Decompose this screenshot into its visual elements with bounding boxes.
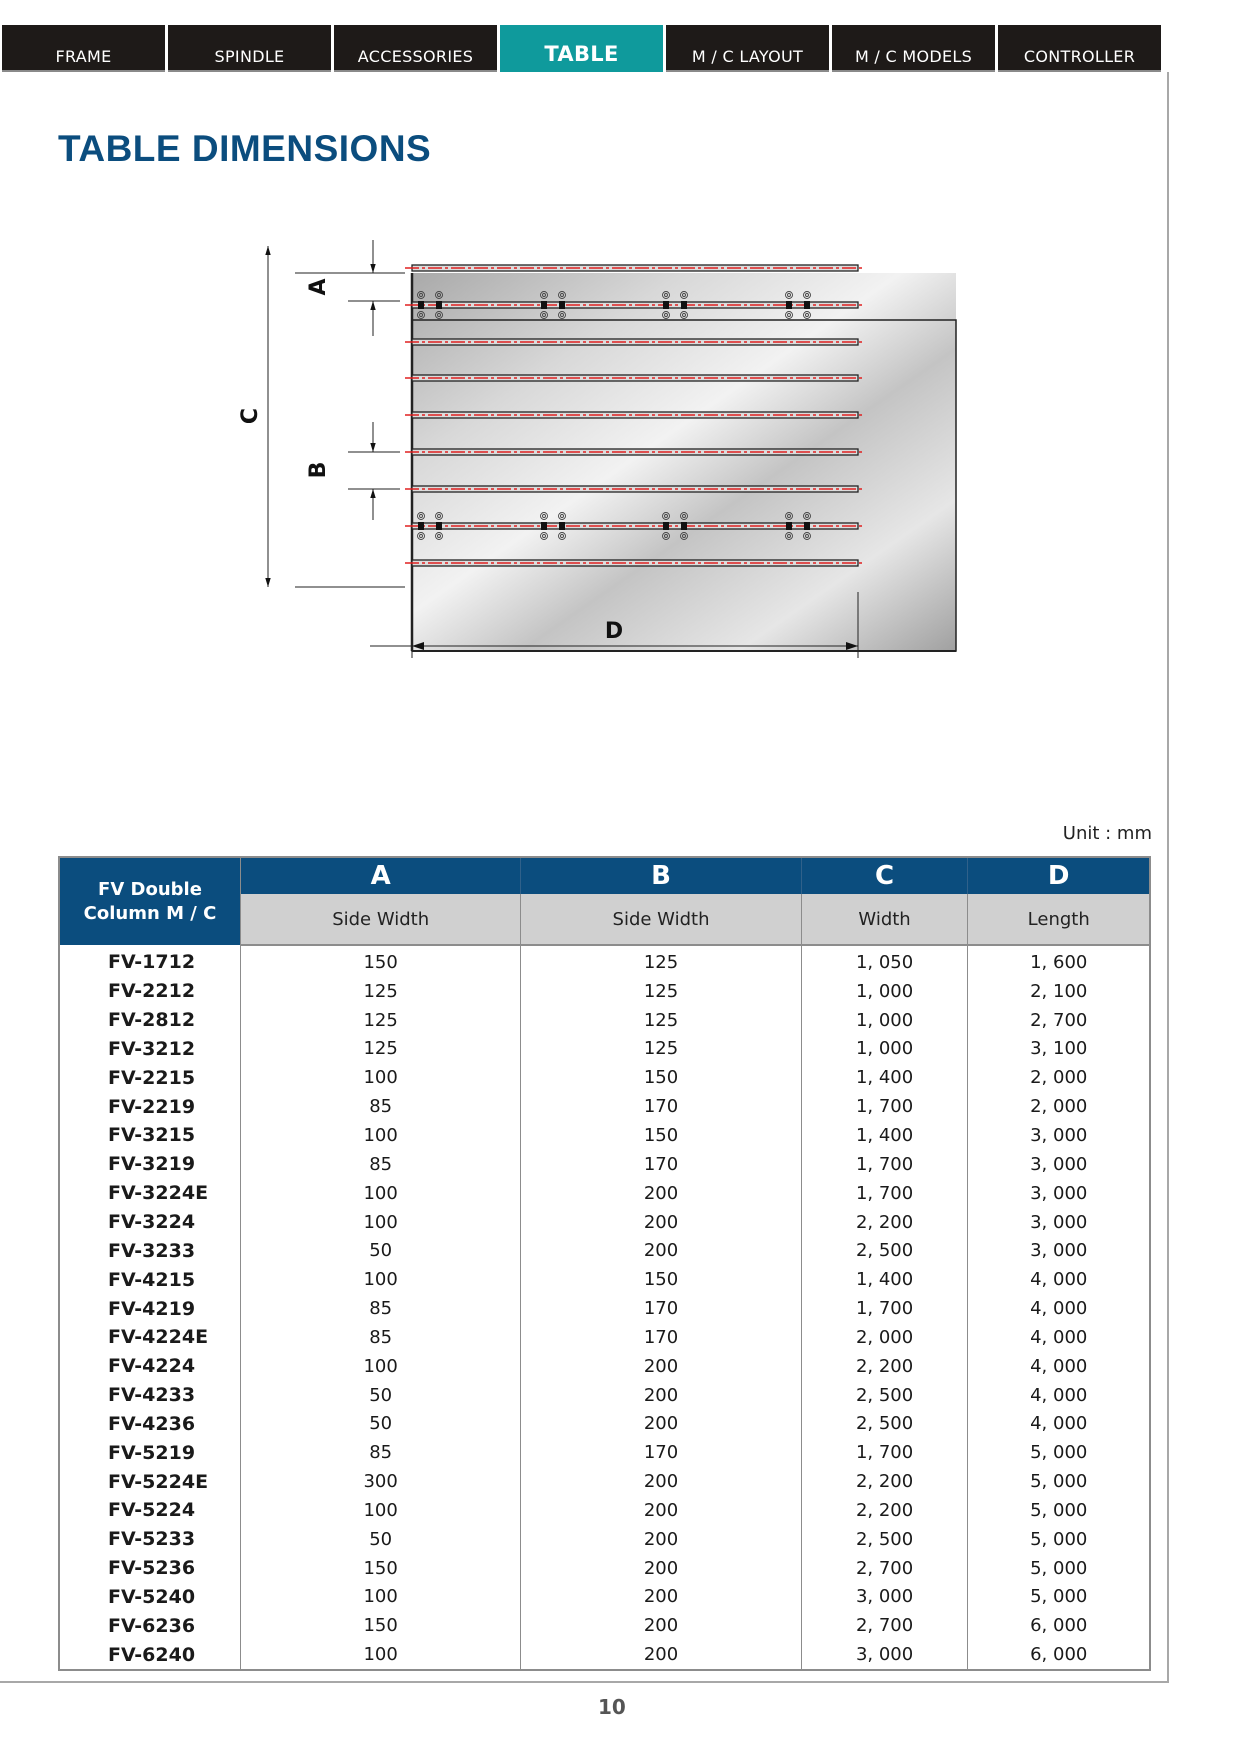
table-row — [59, 1150, 1150, 1179]
cell-length-d: 6, 000 — [968, 1640, 1150, 1670]
cell-length-d: 2, 000 — [968, 1092, 1150, 1121]
tab-controller[interactable] — [998, 25, 1161, 72]
cell-model: FV-2212 — [108, 980, 196, 1003]
table-row — [59, 1236, 1150, 1265]
tab-label: CONTROLLER — [1023, 47, 1136, 66]
table-row — [59, 1496, 1150, 1525]
cell-length-d: 4, 000 — [968, 1410, 1150, 1439]
table-plate — [412, 273, 956, 651]
cell-model: FV-5224 — [108, 1499, 196, 1522]
t-slot — [405, 449, 863, 455]
cell-side-width-a: 125 — [241, 1035, 521, 1064]
table-row — [59, 1352, 1150, 1381]
cell-length-d: 4, 000 — [968, 1381, 1150, 1410]
cell-length-d: 6, 000 — [968, 1611, 1150, 1640]
clamp-block — [804, 522, 810, 530]
column-subheader-a: Side Width — [241, 894, 521, 945]
table-row — [59, 945, 1150, 977]
cell-width-c: 2, 000 — [801, 1323, 968, 1352]
table-row — [59, 1323, 1150, 1352]
cell-side-width-a: 125 — [241, 1006, 521, 1035]
tab-label: SPINDLE — [214, 47, 285, 66]
cell-length-d: 4, 000 — [968, 1294, 1150, 1323]
cell-length-d: 3, 000 — [968, 1208, 1150, 1237]
cell-side-width-b: 170 — [521, 1092, 801, 1121]
cell-side-width-b: 200 — [521, 1525, 801, 1554]
cell-width-c: 2, 500 — [801, 1381, 968, 1410]
cell-side-width-a: 100 — [241, 1063, 521, 1092]
cell-model: FV-4224 — [108, 1355, 196, 1378]
cell-model: FV-3233 — [108, 1239, 196, 1262]
tab-mc-layout[interactable] — [666, 25, 829, 72]
page-frame-bottom — [0, 1681, 1169, 1683]
clamp-block — [418, 301, 424, 309]
cell-length-d: 3, 000 — [968, 1121, 1150, 1150]
tab-label: M / C LAYOUT — [691, 47, 804, 66]
cell-length-d: 3, 000 — [968, 1236, 1150, 1265]
table-row — [59, 1006, 1150, 1035]
column-header-b: B — [521, 857, 801, 894]
cell-side-width-b: 200 — [521, 1208, 801, 1237]
cell-side-width-b: 200 — [521, 1467, 801, 1496]
cell-length-d: 5, 000 — [968, 1583, 1150, 1612]
clamp-block — [663, 301, 669, 309]
cell-width-c: 2, 700 — [801, 1611, 968, 1640]
cell-model: FV-4233 — [108, 1384, 196, 1407]
unit-label: Unit : mm — [1062, 823, 1152, 844]
column-subheader-d: Length — [968, 894, 1150, 945]
page-number: 10 — [598, 1695, 626, 1719]
cell-width-c: 1, 400 — [801, 1063, 968, 1092]
clamp-block — [559, 301, 565, 309]
cell-model: FV-2219 — [108, 1095, 196, 1118]
cell-side-width-a: 150 — [241, 945, 521, 977]
table-dimensions-spec-table — [58, 856, 1151, 1671]
cell-width-c: 1, 700 — [801, 1150, 968, 1179]
header-row-letters — [59, 857, 1150, 894]
cell-side-width-a: 100 — [241, 1208, 521, 1237]
cell-side-width-b: 150 — [521, 1265, 801, 1294]
cell-side-width-a: 85 — [241, 1150, 521, 1179]
cell-width-c: 1, 700 — [801, 1294, 968, 1323]
cell-side-width-a: 85 — [241, 1092, 521, 1121]
table-row — [59, 1467, 1150, 1496]
cell-side-width-a: 85 — [241, 1294, 521, 1323]
cell-width-c: 2, 500 — [801, 1525, 968, 1554]
table-row — [59, 1294, 1150, 1323]
tab-table[interactable] — [500, 25, 663, 72]
t-slot — [405, 375, 863, 381]
table-dimension-diagram — [238, 230, 990, 740]
cell-model: FV-4215 — [108, 1268, 196, 1291]
cell-side-width-a: 50 — [241, 1236, 521, 1265]
cell-side-width-b: 170 — [521, 1294, 801, 1323]
cell-length-d: 3, 000 — [968, 1179, 1150, 1208]
table-row — [59, 1640, 1150, 1670]
table-row — [59, 1179, 1150, 1208]
table-row — [59, 1265, 1150, 1294]
cell-side-width-b: 170 — [521, 1150, 801, 1179]
cell-width-c: 3, 000 — [801, 1583, 968, 1612]
t-slot — [405, 412, 863, 418]
section-nav — [2, 25, 1161, 72]
cell-width-c: 1, 700 — [801, 1092, 968, 1121]
table-row — [59, 1554, 1150, 1583]
cell-width-c: 1, 050 — [801, 945, 968, 977]
column-header-c: C — [801, 857, 968, 894]
cell-side-width-b: 200 — [521, 1352, 801, 1381]
cell-side-width-a: 100 — [241, 1121, 521, 1150]
cell-length-d: 4, 000 — [968, 1265, 1150, 1294]
t-slot — [405, 302, 863, 308]
table-row — [59, 1092, 1150, 1121]
cell-side-width-b: 200 — [521, 1410, 801, 1439]
clamp-block — [663, 522, 669, 530]
model-column-header — [59, 857, 241, 945]
cell-width-c: 1, 700 — [801, 1179, 968, 1208]
tab-label: TABLE — [544, 42, 619, 66]
dim-label-a: A — [306, 278, 331, 296]
table-row — [59, 1208, 1150, 1237]
cell-length-d: 5, 000 — [968, 1554, 1150, 1583]
clamp-block — [681, 301, 687, 309]
cell-side-width-b: 200 — [521, 1179, 801, 1208]
cell-side-width-a: 100 — [241, 1265, 521, 1294]
model-header-line-2: Column M / C — [83, 902, 217, 924]
cell-side-width-a: 150 — [241, 1554, 521, 1583]
cell-side-width-a: 100 — [241, 1583, 521, 1612]
cell-side-width-b: 200 — [521, 1583, 801, 1612]
cell-side-width-a: 100 — [241, 1640, 521, 1670]
cell-width-c: 1, 400 — [801, 1121, 968, 1150]
cell-length-d: 2, 000 — [968, 1063, 1150, 1092]
tab-spindle[interactable] — [168, 25, 331, 72]
cell-side-width-a: 100 — [241, 1352, 521, 1381]
dim-label-b: B — [306, 461, 331, 479]
cell-model: FV-3215 — [108, 1124, 196, 1147]
clamp-block — [786, 301, 792, 309]
cell-model: FV-4224E — [108, 1326, 209, 1349]
cell-model: FV-4219 — [108, 1297, 196, 1320]
tab-label: FRAME — [55, 47, 112, 66]
clamp-block — [681, 522, 687, 530]
tab-label: M / C MODELS — [854, 47, 973, 66]
cell-side-width-b: 200 — [521, 1496, 801, 1525]
cell-side-width-b: 125 — [521, 1006, 801, 1035]
cell-length-d: 3, 100 — [968, 1035, 1150, 1064]
cell-side-width-a: 100 — [241, 1496, 521, 1525]
diagram-svg — [238, 230, 990, 740]
cell-width-c: 1, 000 — [801, 977, 968, 1006]
table-row — [59, 1410, 1150, 1439]
cell-length-d: 5, 000 — [968, 1525, 1150, 1554]
page-frame-right — [1167, 72, 1169, 1683]
table-row — [59, 1121, 1150, 1150]
cell-side-width-a: 100 — [241, 1179, 521, 1208]
column-header-d: D — [968, 857, 1150, 894]
cell-side-width-b: 125 — [521, 945, 801, 977]
column-header-a: A — [241, 857, 521, 894]
dim-label-c: C — [238, 407, 263, 425]
cell-length-d: 3, 000 — [968, 1150, 1150, 1179]
cell-length-d: 5, 000 — [968, 1467, 1150, 1496]
cell-length-d: 4, 000 — [968, 1352, 1150, 1381]
cell-model: FV-5219 — [108, 1441, 196, 1464]
cell-side-width-a: 150 — [241, 1611, 521, 1640]
cell-width-c: 2, 200 — [801, 1208, 968, 1237]
table-row — [59, 1063, 1150, 1092]
cell-side-width-b: 125 — [521, 1035, 801, 1064]
clamp-block — [418, 522, 424, 530]
clamp-block — [436, 522, 442, 530]
cell-model: FV-5236 — [108, 1557, 196, 1580]
clamp-block — [559, 522, 565, 530]
cell-width-c: 2, 500 — [801, 1236, 968, 1265]
cell-side-width-b: 200 — [521, 1611, 801, 1640]
table-row — [59, 1381, 1150, 1410]
cell-length-d: 4, 000 — [968, 1323, 1150, 1352]
t-slot — [405, 560, 863, 566]
cell-side-width-a: 85 — [241, 1438, 521, 1467]
cell-width-c: 2, 700 — [801, 1554, 968, 1583]
cell-width-c: 2, 200 — [801, 1467, 968, 1496]
cell-model: FV-5233 — [108, 1528, 196, 1551]
cell-model: FV-6236 — [108, 1614, 196, 1637]
cell-width-c: 3, 000 — [801, 1640, 968, 1670]
spec-table-body — [59, 945, 1150, 1670]
cell-side-width-b: 150 — [521, 1121, 801, 1150]
tab-label: ACCESSORIES — [357, 47, 474, 66]
cell-side-width-a: 50 — [241, 1381, 521, 1410]
cell-width-c: 1, 000 — [801, 1006, 968, 1035]
dim-label-d: D — [604, 619, 624, 644]
t-slot — [405, 339, 863, 345]
cell-model: FV-2215 — [108, 1066, 196, 1089]
page-title: TABLE DIMENSIONS — [58, 128, 432, 169]
cell-side-width-a: 300 — [241, 1467, 521, 1496]
cell-model: FV-5240 — [108, 1585, 196, 1608]
clamp-block — [541, 301, 547, 309]
tab-mc-models[interactable] — [832, 25, 995, 72]
cell-side-width-a: 50 — [241, 1525, 521, 1554]
cell-width-c: 2, 200 — [801, 1352, 968, 1381]
cell-side-width-a: 125 — [241, 977, 521, 1006]
cell-side-width-b: 170 — [521, 1323, 801, 1352]
t-slot — [405, 486, 863, 492]
cell-model: FV-2812 — [108, 1009, 196, 1032]
cell-model: FV-3224E — [108, 1182, 209, 1205]
tab-frame[interactable] — [2, 25, 165, 72]
cell-length-d: 2, 700 — [968, 1006, 1150, 1035]
cell-length-d: 1, 600 — [968, 945, 1150, 977]
cell-length-d: 2, 100 — [968, 977, 1150, 1006]
cell-model: FV-4236 — [108, 1412, 196, 1435]
cell-side-width-b: 200 — [521, 1554, 801, 1583]
table-row — [59, 1583, 1150, 1612]
cell-side-width-b: 170 — [521, 1438, 801, 1467]
clamp-block — [541, 522, 547, 530]
cell-side-width-a: 85 — [241, 1323, 521, 1352]
cell-side-width-a: 50 — [241, 1410, 521, 1439]
model-header-line-1: FV Double — [98, 878, 202, 900]
cell-length-d: 5, 000 — [968, 1438, 1150, 1467]
cell-width-c: 1, 400 — [801, 1265, 968, 1294]
cell-side-width-b: 150 — [521, 1063, 801, 1092]
table-row — [59, 1611, 1150, 1640]
cell-width-c: 1, 700 — [801, 1438, 968, 1467]
cell-model: FV-3219 — [108, 1153, 196, 1176]
cell-width-c: 2, 200 — [801, 1496, 968, 1525]
t-slot — [405, 523, 863, 529]
cell-side-width-b: 200 — [521, 1381, 801, 1410]
column-subheader-c: Width — [801, 894, 968, 945]
column-subheader-b: Side Width — [521, 894, 801, 945]
cell-length-d: 5, 000 — [968, 1496, 1150, 1525]
table-row — [59, 1438, 1150, 1467]
cell-model: FV-3212 — [108, 1037, 196, 1060]
cell-side-width-b: 200 — [521, 1236, 801, 1265]
cell-model: FV-3224 — [108, 1211, 196, 1234]
table-row — [59, 1525, 1150, 1554]
cell-model: FV-5224E — [108, 1470, 209, 1493]
cell-width-c: 1, 000 — [801, 1035, 968, 1064]
cell-side-width-b: 200 — [521, 1640, 801, 1670]
clamp-block — [436, 301, 442, 309]
table-row — [59, 1035, 1150, 1064]
cell-model: FV-1712 — [108, 950, 196, 973]
cell-model: FV-6240 — [108, 1643, 196, 1666]
table-row — [59, 977, 1150, 1006]
clamp-block — [804, 301, 810, 309]
tab-accessories[interactable] — [334, 25, 497, 72]
cell-side-width-b: 125 — [521, 977, 801, 1006]
t-slot — [405, 265, 863, 271]
clamp-block — [786, 522, 792, 530]
cell-width-c: 2, 500 — [801, 1410, 968, 1439]
